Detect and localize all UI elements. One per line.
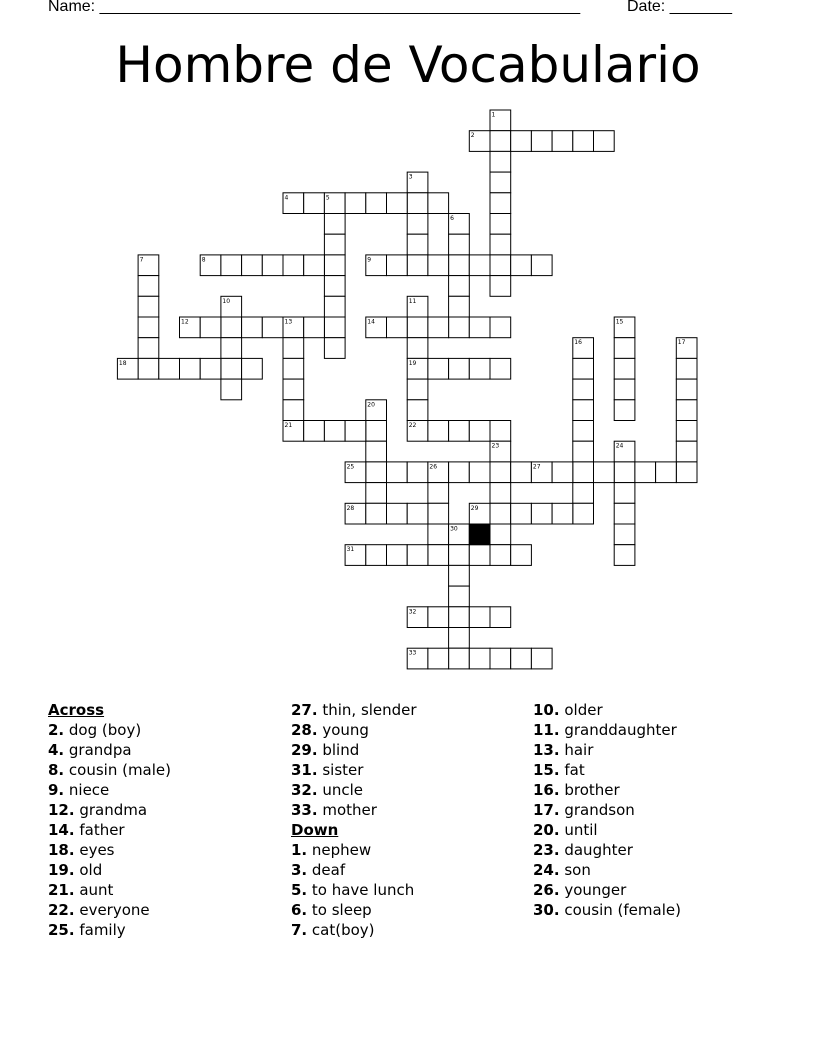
grid-cell[interactable] (366, 421, 387, 442)
grid-cell[interactable] (428, 607, 449, 628)
grid-cell[interactable] (676, 358, 697, 379)
clue-text: sister (317, 761, 364, 779)
clue-text: young (317, 721, 369, 739)
grid-cell[interactable] (573, 441, 594, 462)
grid-cell[interactable] (469, 358, 490, 379)
clue-item (533, 760, 681, 780)
grid-cell[interactable] (283, 338, 304, 359)
clue-number: 21. (48, 881, 75, 899)
cell-number: 30 (450, 525, 458, 533)
grid-cell[interactable] (407, 317, 428, 338)
grid-cell[interactable] (511, 131, 532, 152)
grid-cell[interactable] (345, 421, 366, 442)
clue-item (533, 800, 681, 820)
clue-item (291, 780, 417, 800)
grid-cell[interactable] (366, 462, 387, 483)
grid-cell[interactable] (573, 421, 594, 442)
clue-number: 17. (533, 801, 560, 819)
cell-number: 4 (284, 194, 289, 202)
grid-cell[interactable] (387, 462, 408, 483)
clue-item (291, 900, 417, 920)
grid-cell[interactable] (573, 503, 594, 524)
grid-cell[interactable] (138, 338, 159, 359)
grid-cell[interactable] (490, 317, 511, 338)
grid-cell[interactable] (387, 317, 408, 338)
clue-number: 11. (533, 721, 560, 739)
clue-number: 31. (291, 761, 318, 779)
grid-cell[interactable] (138, 276, 159, 297)
grid-cell[interactable] (242, 358, 263, 379)
cell-number: 16 (574, 339, 582, 347)
grid-cell[interactable] (490, 607, 511, 628)
grid-cell[interactable] (324, 276, 345, 297)
grid-cell[interactable] (366, 503, 387, 524)
grid-cell[interactable] (366, 193, 387, 214)
clue-text: son (559, 861, 591, 879)
clue-item (48, 920, 171, 940)
cell-number: 12 (181, 318, 189, 326)
grid-cell[interactable] (449, 317, 470, 338)
clue-item (48, 780, 171, 800)
grid-cell[interactable] (283, 400, 304, 421)
clue-item (48, 840, 171, 860)
grid-cell[interactable] (138, 358, 159, 379)
grid-cell[interactable] (283, 255, 304, 276)
grid-cell[interactable] (469, 607, 490, 628)
clue-item (533, 860, 681, 880)
grid-cell[interactable] (511, 503, 532, 524)
cell-number: 24 (615, 442, 624, 450)
clue-item (48, 900, 171, 920)
clue-item (533, 740, 681, 760)
grid-cell[interactable] (387, 193, 408, 214)
grid-cell[interactable] (573, 131, 594, 152)
grid-cell[interactable] (490, 151, 511, 172)
grid-cell[interactable] (428, 503, 449, 524)
cell-number: 25 (346, 463, 355, 471)
grid-cell[interactable] (221, 317, 242, 338)
clue-item (48, 720, 171, 740)
clue-number: 33. (291, 801, 318, 819)
clue-number: 8. (48, 761, 65, 779)
grid-cell[interactable] (531, 503, 552, 524)
puzzle-title: Hombre de Vocabulario (115, 36, 701, 94)
grid-cell[interactable] (511, 545, 532, 566)
clue-number: 10. (533, 701, 560, 719)
grid-cell[interactable] (387, 255, 408, 276)
grid-cell[interactable] (614, 462, 635, 483)
cell-number: 21 (284, 422, 293, 429)
grid-cell[interactable] (511, 648, 532, 669)
cell-number: 8 (201, 256, 206, 264)
cell-number: 18 (118, 359, 127, 367)
grid-cell[interactable] (614, 503, 635, 524)
clue-number: 26. (533, 881, 560, 899)
grid-cell[interactable] (283, 358, 304, 379)
cell-number: 5 (325, 194, 330, 202)
cell-number: 3 (408, 173, 413, 181)
grid-cell[interactable] (490, 131, 511, 152)
grid-cell[interactable] (511, 462, 532, 483)
clue-number: 7. (291, 921, 308, 939)
cell-number: 14 (367, 318, 375, 326)
clue-item (48, 800, 171, 820)
grid-cell[interactable] (490, 193, 511, 214)
grid-cell[interactable] (428, 358, 449, 379)
grid-cell[interactable] (573, 358, 594, 379)
clue-text: eyes (74, 841, 115, 859)
clue-text: granddaughter (559, 721, 677, 739)
cell-number: 23 (491, 442, 500, 450)
grid-cell[interactable] (262, 317, 283, 338)
clue-text: aunt (74, 881, 114, 899)
clue-text: older (559, 701, 603, 719)
grid-cell[interactable] (304, 421, 325, 442)
grid-cell[interactable] (594, 462, 615, 483)
cell-number: 31 (346, 546, 355, 554)
cell-number: 22 (408, 422, 417, 429)
grid-cell[interactable] (407, 462, 428, 483)
cell-number: 10 (222, 297, 231, 305)
grid-cell[interactable] (428, 524, 449, 545)
clue-number: 4. (48, 741, 65, 759)
grid-cell[interactable] (469, 317, 490, 338)
grid-cell[interactable] (449, 545, 470, 566)
grid-cell[interactable] (656, 462, 677, 483)
grid-cell[interactable] (511, 255, 532, 276)
clues-column-2 (291, 700, 417, 940)
grid-cell[interactable] (490, 276, 511, 297)
cell-number: 17 (677, 339, 686, 347)
cell-number: 32 (408, 608, 417, 616)
clue-text: cat(boy) (307, 921, 375, 939)
grid-cell[interactable] (490, 172, 511, 193)
clue-number: 25. (48, 921, 75, 939)
grid-cell[interactable] (407, 503, 428, 524)
grid-cell[interactable] (449, 462, 470, 483)
cell-number: 6 (450, 215, 454, 222)
grid-cell[interactable] (676, 421, 697, 442)
clue-item (533, 780, 681, 800)
clue-item (291, 920, 417, 940)
grid-cell[interactable] (407, 400, 428, 421)
cell-number: 2 (470, 132, 475, 140)
grid-cell[interactable] (407, 193, 428, 214)
grid-cell[interactable] (490, 462, 511, 483)
clue-text: dog (boy) (64, 721, 142, 739)
grid-cell[interactable] (490, 648, 511, 669)
clue-item (291, 860, 417, 880)
clue-item (291, 720, 417, 740)
grid-cell[interactable] (490, 524, 511, 545)
grid-cell[interactable] (594, 131, 615, 152)
grid-cell[interactable] (676, 379, 697, 400)
grid-cell[interactable] (449, 276, 470, 297)
clue-item (533, 720, 681, 740)
clue-text: grandpa (64, 741, 132, 759)
grid-cell[interactable] (614, 379, 635, 400)
black-cell (469, 524, 490, 545)
clue-text: everyone (74, 901, 150, 919)
grid-cell[interactable] (490, 234, 511, 255)
grid-cell[interactable] (221, 358, 242, 379)
grid-cell[interactable] (469, 545, 490, 566)
clue-text: hair (559, 741, 594, 759)
clue-text: cousin (female) (559, 901, 681, 919)
grid-cell[interactable] (552, 131, 573, 152)
grid-cell[interactable] (676, 400, 697, 421)
clue-item (291, 700, 417, 720)
grid-cell[interactable] (490, 503, 511, 524)
grid-cell[interactable] (614, 358, 635, 379)
grid-cell[interactable] (366, 441, 387, 462)
grid-cell[interactable] (469, 255, 490, 276)
grid-cell[interactable] (469, 648, 490, 669)
cell-number: 29 (470, 504, 479, 512)
cell-number: 13 (284, 318, 293, 326)
clue-item (291, 760, 417, 780)
grid-cell[interactable] (531, 648, 552, 669)
cell-number: 28 (346, 504, 355, 512)
clue-number: 19. (48, 861, 75, 879)
clue-text: younger (559, 881, 627, 899)
grid-cell[interactable] (324, 234, 345, 255)
clue-text: nephew (307, 841, 372, 859)
grid-cell[interactable] (138, 296, 159, 317)
cell-number: 7 (139, 256, 144, 264)
clue-text: father (74, 821, 125, 839)
grid-cell[interactable] (283, 379, 304, 400)
grid-cell[interactable] (366, 545, 387, 566)
grid-cell[interactable] (449, 607, 470, 628)
grid-cell[interactable] (366, 483, 387, 504)
clue-text: uncle (317, 781, 364, 799)
clue-text: niece (64, 781, 110, 799)
grid-cell[interactable] (200, 317, 221, 338)
grid-cell[interactable] (449, 628, 470, 649)
grid-cell[interactable] (304, 255, 325, 276)
clue-number: 23. (533, 841, 560, 859)
clue-number: 15. (533, 761, 560, 779)
grid-cell[interactable] (428, 421, 449, 442)
clue-number: 16. (533, 781, 560, 799)
clues-column-3 (533, 700, 681, 920)
grid-cell[interactable] (449, 296, 470, 317)
clue-number: 30. (533, 901, 560, 919)
cell-number: 27 (532, 463, 541, 471)
clues-column-1 (48, 700, 171, 940)
grid-cell[interactable] (407, 234, 428, 255)
grid-cell[interactable] (262, 255, 283, 276)
grid-cell[interactable] (428, 193, 449, 214)
grid-cell[interactable] (614, 483, 635, 504)
clue-heading: Down (291, 821, 339, 839)
grid-cell[interactable] (221, 255, 242, 276)
grid-cell[interactable] (490, 358, 511, 379)
clue-text: until (559, 821, 598, 839)
grid-cell[interactable] (490, 483, 511, 504)
clue-number: 9. (48, 781, 65, 799)
clue-number: 24. (533, 861, 560, 879)
grid-cell[interactable] (573, 379, 594, 400)
grid-cell[interactable] (407, 545, 428, 566)
clue-number: 1. (291, 841, 308, 859)
cell-number: 1 (491, 111, 496, 119)
grid-cell[interactable] (449, 421, 470, 442)
grid-cell[interactable] (614, 400, 635, 421)
grid-cell[interactable] (552, 462, 573, 483)
grid-cell[interactable] (324, 255, 345, 276)
clue-number: 32. (291, 781, 318, 799)
clue-item (48, 860, 171, 880)
grid-cell[interactable] (490, 545, 511, 566)
clue-text: brother (559, 781, 620, 799)
grid-cell[interactable] (304, 193, 325, 214)
grid-cell[interactable] (449, 565, 470, 586)
grid-cell[interactable] (324, 214, 345, 235)
clue-item (533, 840, 681, 860)
grid-cell[interactable] (407, 338, 428, 359)
clue-item (291, 800, 417, 820)
cell-number: 20 (367, 401, 375, 409)
clue-number: 18. (48, 841, 75, 859)
clue-number: 28. (291, 721, 318, 739)
clue-number: 13. (533, 741, 560, 759)
grid-cell[interactable] (449, 255, 470, 276)
grid-cell[interactable] (242, 255, 263, 276)
grid-cell[interactable] (428, 255, 449, 276)
clue-item (48, 880, 171, 900)
clue-text: cousin (male) (64, 761, 172, 779)
clue-number: 22. (48, 901, 75, 919)
grid-cell[interactable] (531, 255, 552, 276)
clue-text: family (74, 921, 126, 939)
clue-number: 14. (48, 821, 75, 839)
grid-cell[interactable] (180, 358, 201, 379)
grid-cell[interactable] (469, 462, 490, 483)
date-field-label: Date: _______ (627, 0, 732, 15)
clue-number: 27. (291, 701, 318, 719)
grid-cell[interactable] (407, 255, 428, 276)
grid-cell[interactable] (428, 545, 449, 566)
grid-cell[interactable] (387, 503, 408, 524)
clue-number: 5. (291, 881, 308, 899)
clue-number: 29. (291, 741, 318, 759)
clue-item (48, 740, 171, 760)
clue-text: to sleep (307, 901, 372, 919)
grid-cell[interactable] (428, 317, 449, 338)
clue-text: grandma (74, 801, 148, 819)
grid-cell[interactable] (614, 524, 635, 545)
cell-number: 9 (367, 256, 372, 264)
clue-text: blind (317, 741, 360, 759)
clue-text: daughter (559, 841, 633, 859)
clue-number: 6. (291, 901, 308, 919)
clue-number: 2. (48, 721, 65, 739)
cell-number: 33 (408, 649, 417, 657)
grid-cell[interactable] (490, 421, 511, 442)
clue-heading: Across (48, 701, 105, 719)
grid-cell[interactable] (573, 462, 594, 483)
name-field-label: Name: ______________________________________________________ (48, 0, 581, 15)
grid-cell[interactable] (449, 234, 470, 255)
grid-cell[interactable] (449, 648, 470, 669)
clue-item (48, 760, 171, 780)
clue-item (291, 740, 417, 760)
grid-cell[interactable] (324, 317, 345, 338)
cell-number: 26 (429, 463, 438, 471)
clue-number: 12. (48, 801, 75, 819)
grid-cell[interactable] (614, 338, 635, 359)
cell-number: 11 (408, 297, 417, 305)
grid-cell[interactable] (614, 545, 635, 566)
grid-cell[interactable] (490, 214, 511, 235)
grid-cell[interactable] (221, 338, 242, 359)
clue-number: 20. (533, 821, 560, 839)
grid-cell[interactable] (449, 586, 470, 607)
clue-item (291, 880, 417, 900)
grid-cell[interactable] (490, 255, 511, 276)
grid-cell[interactable] (345, 193, 366, 214)
clue-item (533, 880, 681, 900)
clue-item (533, 900, 681, 920)
clue-item (533, 820, 681, 840)
grid-cell[interactable] (552, 503, 573, 524)
grid-cell[interactable] (449, 358, 470, 379)
clue-number: 3. (291, 861, 308, 879)
cell-number: 19 (408, 359, 417, 367)
clue-item (48, 820, 171, 840)
grid-cell[interactable] (428, 648, 449, 669)
clue-item (291, 840, 417, 860)
clue-text: thin, slender (317, 701, 417, 719)
grid-cell[interactable] (428, 483, 449, 504)
grid-cell[interactable] (676, 462, 697, 483)
grid-cell[interactable] (469, 421, 490, 442)
grid-cell[interactable] (324, 296, 345, 317)
clue-text: to have lunch (307, 881, 415, 899)
clue-text: old (74, 861, 103, 879)
grid-cell[interactable] (324, 338, 345, 359)
clue-text: fat (559, 761, 585, 779)
grid-cell[interactable] (635, 462, 656, 483)
grid-cell[interactable] (676, 441, 697, 462)
grid-cell[interactable] (573, 483, 594, 504)
grid-cell[interactable] (242, 317, 263, 338)
cell-number: 15 (615, 318, 624, 326)
clue-item (533, 700, 681, 720)
grid-cell[interactable] (407, 214, 428, 235)
clue-text: grandson (559, 801, 635, 819)
grid-cell[interactable] (221, 379, 242, 400)
grid-cell[interactable] (304, 317, 325, 338)
grid-cell[interactable] (138, 317, 159, 338)
grid-cell[interactable] (573, 400, 594, 421)
clue-text: deaf (307, 861, 346, 879)
grid-cell[interactable] (531, 131, 552, 152)
clue-text: mother (317, 801, 377, 819)
grid-cell[interactable] (324, 421, 345, 442)
grid-cell[interactable] (200, 358, 221, 379)
grid-cell[interactable] (159, 358, 180, 379)
grid-cell[interactable] (387, 545, 408, 566)
grid-cell[interactable] (407, 379, 428, 400)
